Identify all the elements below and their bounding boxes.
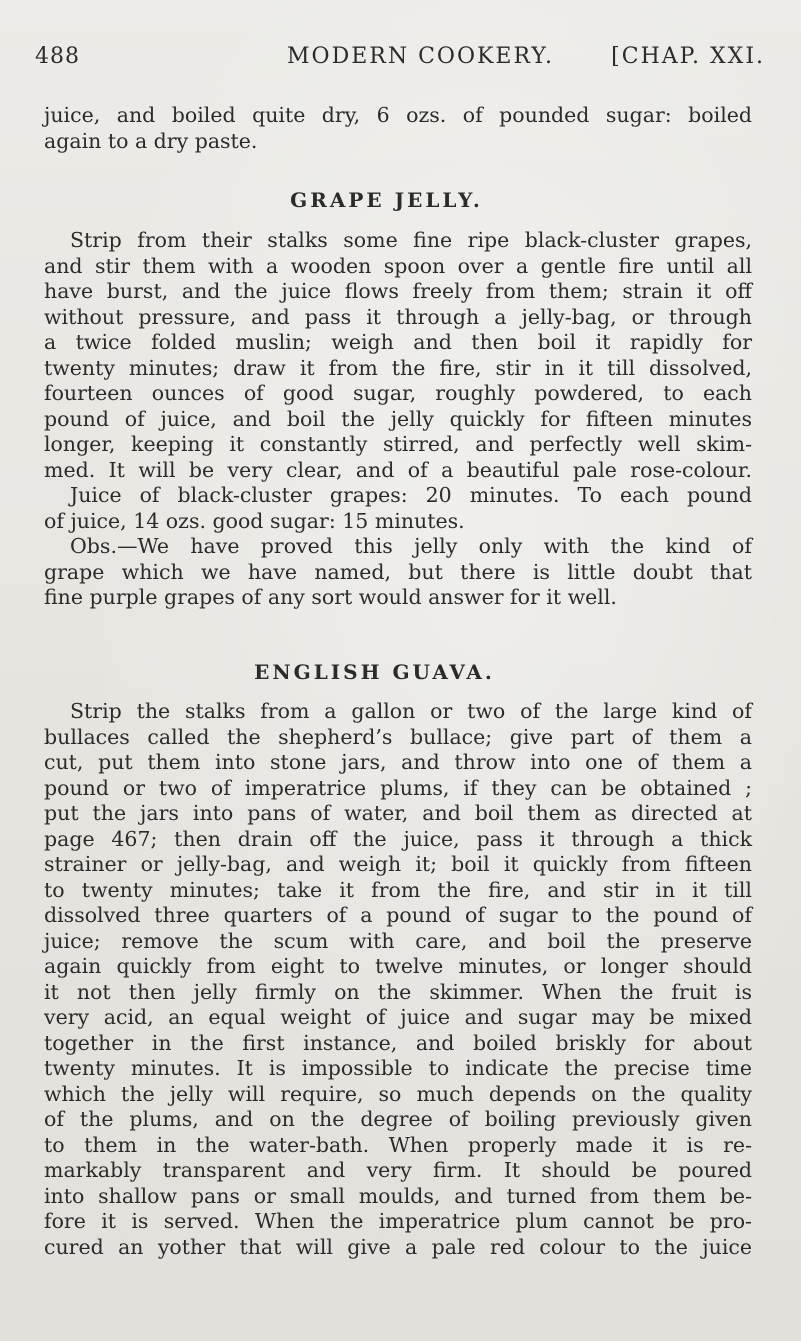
text-line: twenty minutes. It is impossible to indicate the precise time — [44, 1056, 752, 1080]
text-line: together in the first instance, and boiled briskly for about — [44, 1030, 752, 1055]
text-line: strainer or jelly-bag, and weigh it; boil it quickly from fifteen — [44, 852, 752, 876]
text-line: cured an yother that will give a pale red colour to the juice — [44, 1234, 752, 1259]
text-line: Strip the stalks from a gallon or two of the large kind of — [70, 699, 752, 723]
intro-paragraph — [44, 103, 752, 154]
text-line: markably transparent and very firm. It should be poured — [44, 1158, 752, 1182]
text-line: juice; remove the scum with care, and boil the preserve — [44, 928, 752, 953]
text-line: have burst, and the juice flows freely from them; strain it off — [44, 279, 752, 303]
text-line: a twice folded muslin; weigh and then boil it rapidly for — [44, 330, 752, 354]
text-line: longer, keeping it constantly stirred, and perfectly well skim- — [44, 432, 752, 456]
text-line: to twenty minutes; take it from the fire, and stir in it till — [44, 877, 752, 902]
text-line: fourteen ounces of good sugar, roughly powdered, to each — [44, 381, 752, 405]
section-heading-grape-jelly: GRAPE JELLY. — [290, 188, 483, 212]
text-line: grape which we have named, but there is little doubt that — [44, 559, 752, 584]
text-line: page 467; then drain off the juice, pass it through a thick — [44, 826, 752, 851]
text-line: pound of juice, and boil the jelly quickly for fifteen minutes — [44, 406, 752, 431]
chapter-marker: [CHAP. XXI. — [611, 44, 765, 69]
text-line: pound or two of imperatrice plums, if they can be obtained ; — [44, 775, 752, 800]
section-heading-english-guava: ENGLISH GUAVA. — [254, 660, 495, 684]
text-line: into shallow pans or small moulds, and turned from them be- — [44, 1183, 752, 1208]
text-line: again to a dry paste. — [44, 128, 258, 153]
text-line: of juice, 14 ozs. good sugar: 15 minutes. — [44, 508, 465, 533]
page-number: 488 — [35, 44, 80, 69]
text-line: dissolved three quarters of a pound of sugar to the pound of — [44, 903, 752, 927]
grape-jelly-text — [44, 228, 752, 611]
book-title: MODERN COOKERY. — [287, 44, 555, 69]
text-line: of the plums, and on the degree of boiling previously given — [44, 1107, 752, 1131]
text-line: Juice of black-cluster grapes: 20 minutes. To each pound — [70, 483, 752, 507]
text-line: it not then jelly firmly on the skimmer. When the fruit is — [44, 979, 752, 1004]
text-line: juice, and boiled quite dry, 6 ozs. of pounded sugar: boiled — [44, 103, 752, 127]
text-line: again quickly from eight to twelve minutes, or longer should — [44, 954, 752, 978]
running-head — [35, 44, 765, 78]
text-line: fore it is served. When the imperatrice plum cannot be pro- — [44, 1209, 752, 1233]
text-line: cut, put them into stone jars, and throw into one of them a — [44, 750, 752, 774]
text-line: which the jelly will require, so much depends on the quality — [44, 1081, 752, 1106]
text-line: and stir them with a wooden spoon over a gentle fire until all — [44, 253, 752, 278]
text-line: very acid, an equal weight of juice and sugar may be mixed — [44, 1005, 752, 1029]
text-line: twenty minutes; draw it from the fire, stir in it till dissolved, — [44, 355, 752, 380]
english-guava-text — [44, 699, 752, 1260]
text-line: Obs.—We have proved this jelly only with the kind of — [70, 534, 752, 558]
text-line: to them in the water-bath. When properly made it is re- — [44, 1132, 752, 1157]
text-line: fine purple grapes of any sort would answer for it well. — [44, 585, 617, 609]
text-line: Strip from their stalks some fine ripe black-cluster grapes, — [70, 228, 752, 252]
text-line: without pressure, and pass it through a jelly-bag, or through — [44, 304, 752, 329]
text-line: med. It will be very clear, and of a beautiful pale rose-colour. — [44, 457, 752, 482]
text-line: bullaces called the shepherd’s bullace; give part of them a — [44, 724, 752, 749]
text-line: put the jars into pans of water, and boil them as directed at — [44, 801, 752, 825]
